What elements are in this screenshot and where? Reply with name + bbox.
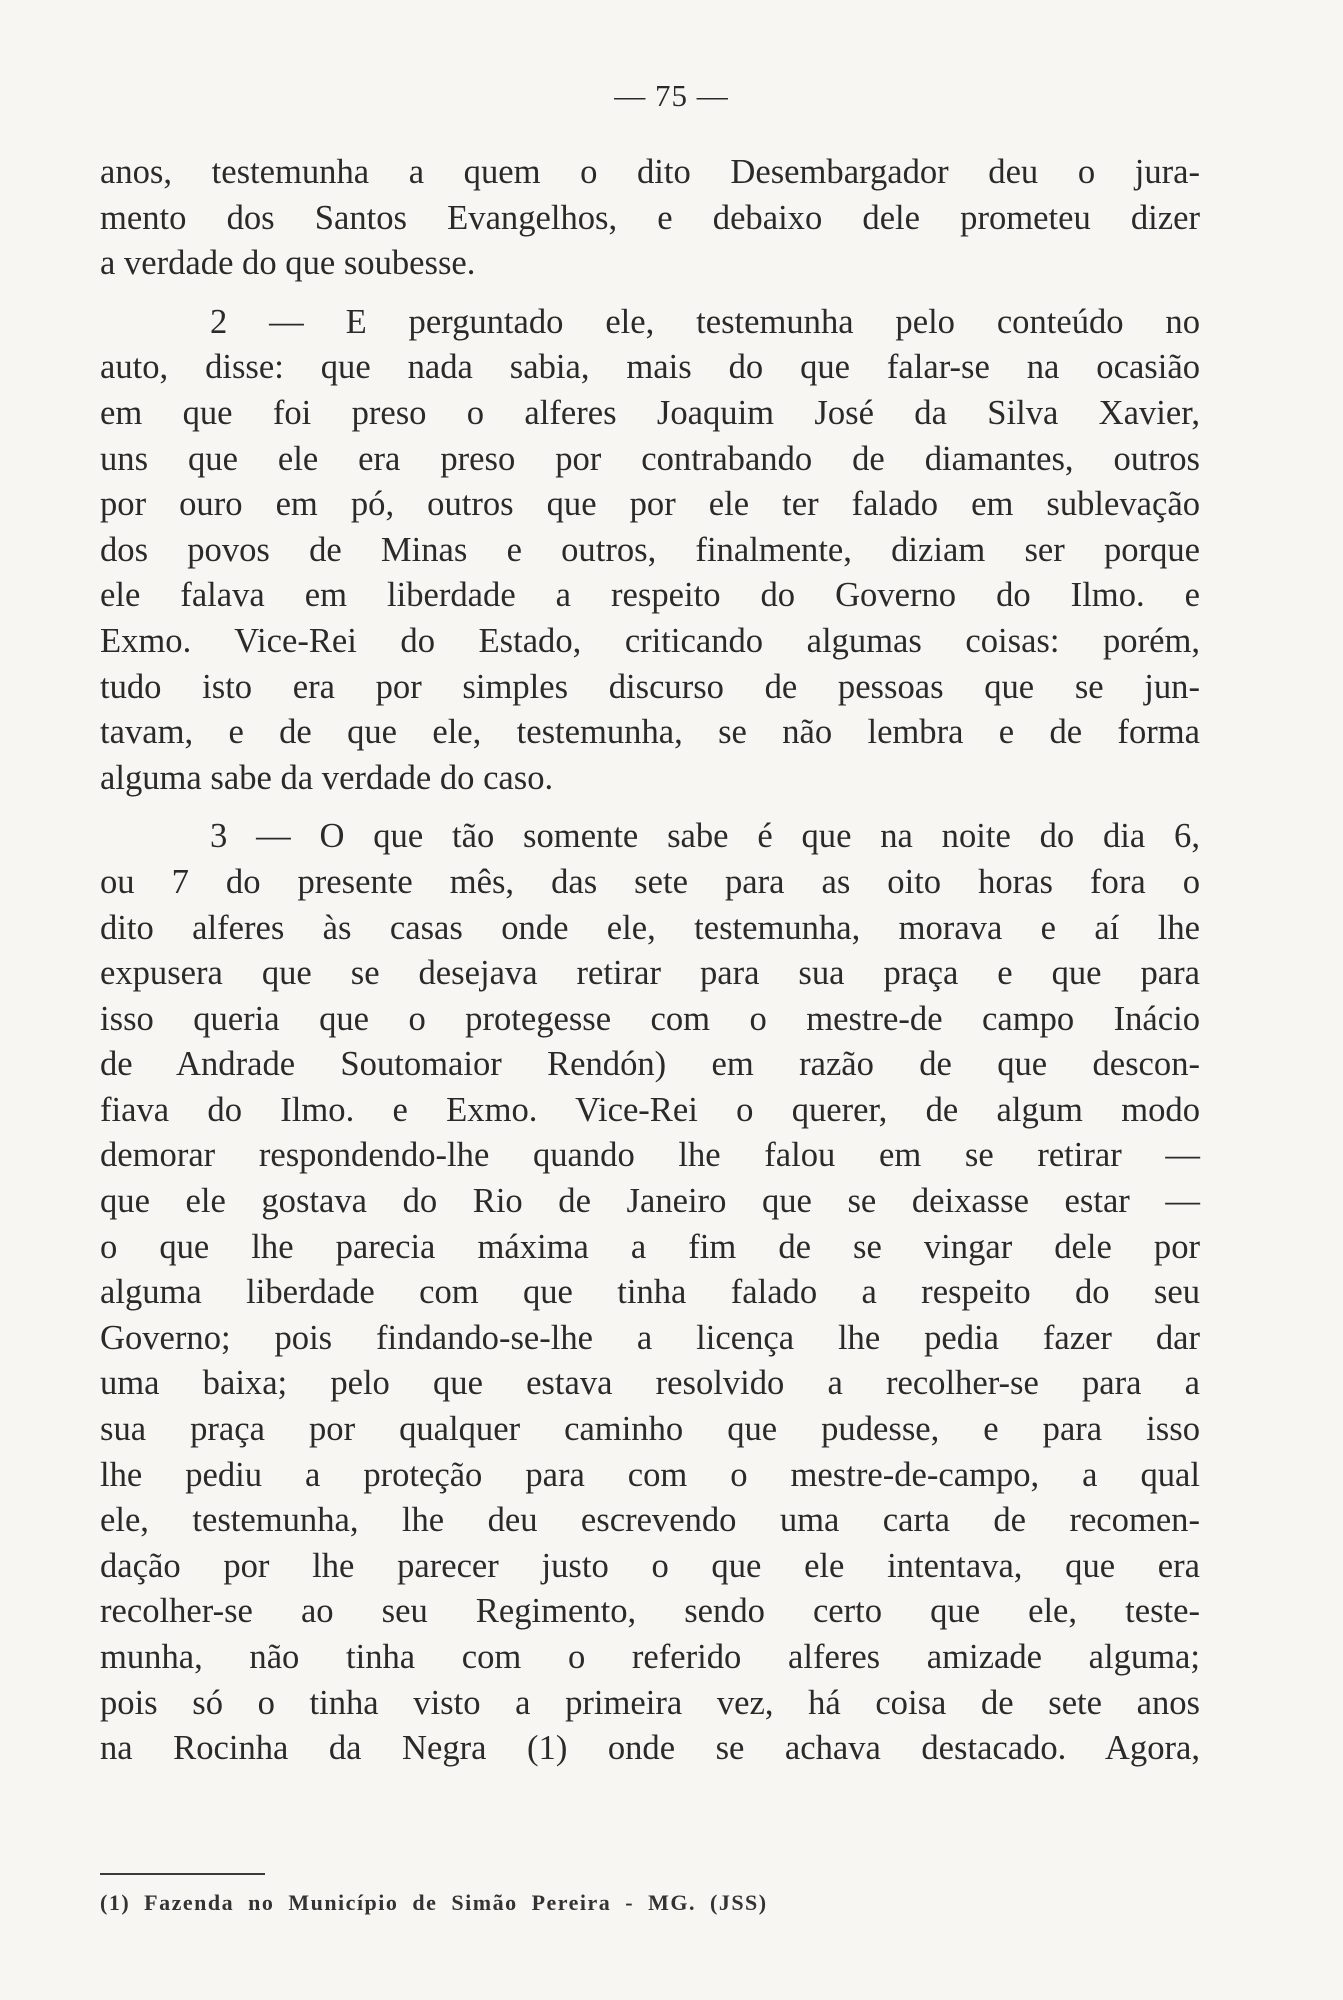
text-line: de Andrade Soutomaior Rendón) em razão de que descon-: [100, 1045, 1200, 1084]
text-line: mento dos Santos Evangelhos, e debaixo dele prometeu dizer: [100, 198, 1200, 237]
text-line: uns que ele era preso por contrabando de diamantes, outros: [100, 439, 1200, 478]
text-line: tudo isto era por simples discurso de pessoas que se jun-: [100, 667, 1200, 706]
text-line: alguma sabe da verdade do caso.: [100, 758, 554, 797]
text-line: dito alferes às casas onde ele, testemunha, morava e aí lhe: [100, 908, 1200, 947]
footnote: (1) Fazenda no Município de Simão Pereira - MG. (JSS): [100, 1890, 768, 1915]
footnote-divider: [100, 1873, 265, 1875]
text-line: anos, testemunha a quem o dito Desembargador deu o jura-: [100, 153, 1200, 191]
body-text: [100, 150, 1200, 1772]
text-line: por ouro em pó, outros que por ele ter falado em sublevação: [100, 485, 1200, 524]
text-line: expusera que se desejava retirar para sua praça e que para: [100, 954, 1200, 993]
text-line: recolher-se ao seu Regimento, sendo certo que ele, teste-: [100, 1592, 1200, 1631]
text-line: auto, disse: que nada sabia, mais do que falar-se na ocasião: [100, 348, 1200, 387]
text-line: lhe pediu a proteção para com o mestre-de-campo, a qual: [100, 1455, 1200, 1494]
text-line: fiava do Ilmo. e Exmo. Vice-Rei o querer, de algum modo: [100, 1090, 1200, 1129]
text-line: munha, não tinha com o referido alferes amizade alguma;: [100, 1638, 1200, 1676]
text-line: alguma liberdade com que tinha falado a respeito do seu: [100, 1273, 1200, 1312]
text-line: pois só o tinha visto a primeira vez, há coisa de sete anos: [100, 1683, 1200, 1722]
text-line: na Rocinha da Negra (1) onde se achava destacado. Agora,: [100, 1729, 1200, 1768]
text-line: demorar respondendo-lhe quando lhe falou em se retirar —: [100, 1136, 1200, 1175]
page-number: — 75 —: [614, 78, 729, 113]
text-line: ele, testemunha, lhe deu escrevendo uma carta de recomen-: [100, 1501, 1200, 1540]
text-line: 2 — E perguntado ele, testemunha pelo conteúdo no: [210, 302, 1200, 341]
text-line: tavam, e de que ele, testemunha, se não lembra e de forma: [100, 713, 1200, 752]
text-line: ele falava em liberdade a respeito do Governo do Ilmo. e: [100, 576, 1200, 615]
text-line: sua praça por qualquer caminho que pudesse, e para isso: [100, 1410, 1200, 1449]
text-line: que ele gostava do Rio de Janeiro que se deixasse estar —: [100, 1182, 1200, 1221]
text-line: Exmo. Vice-Rei do Estado, criticando algumas coisas: porém,: [100, 621, 1200, 660]
text-line: isso queria que o protegesse com o mestre-de campo Inácio: [100, 999, 1200, 1038]
text-line: dação por lhe parecer justo o que ele intentava, que era: [100, 1546, 1200, 1585]
text-line: ou 7 do presente mês, das sete para as oito horas fora o: [100, 862, 1200, 901]
text-line: a verdade do que soubesse.: [100, 244, 476, 283]
text-line: Governo; pois findando-se-lhe a licença lhe pedia fazer dar: [100, 1318, 1200, 1357]
text-line: o que lhe parecia máxima a fim de se vingar dele por: [100, 1227, 1200, 1266]
text-line: dos povos de Minas e outros, finalmente, diziam ser porque: [100, 530, 1200, 569]
text-line: uma baixa; pelo que estava resolvido a recolher-se para a: [100, 1364, 1200, 1403]
text-line: 3 — O que tão somente sabe é que na noite do dia 6,: [210, 817, 1200, 856]
text-line: em que foi preso o alferes Joaquim José da Silva Xavier,: [100, 393, 1200, 432]
